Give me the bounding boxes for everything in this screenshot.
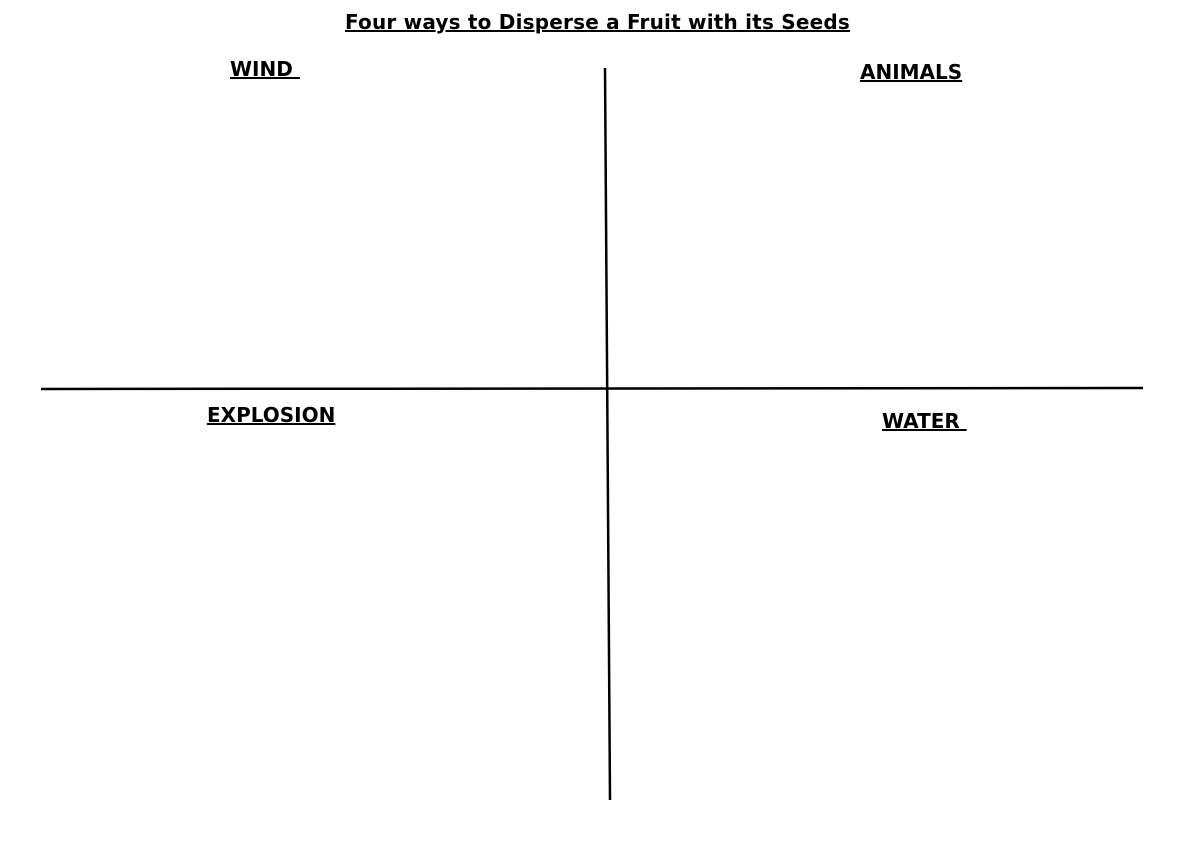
- quadrant-label-explosion: EXPLOSION: [207, 403, 336, 427]
- quadrant-label-animals: ANIMALS: [860, 60, 963, 84]
- quadrant-label-water: WATER: [882, 409, 967, 433]
- quadrant-label-wind: WIND: [230, 57, 300, 81]
- worksheet-title: Four ways to Disperse a Fruit with its Seeds: [345, 10, 850, 34]
- horizontal-divider: [41, 388, 1143, 389]
- vertical-divider: [605, 68, 610, 800]
